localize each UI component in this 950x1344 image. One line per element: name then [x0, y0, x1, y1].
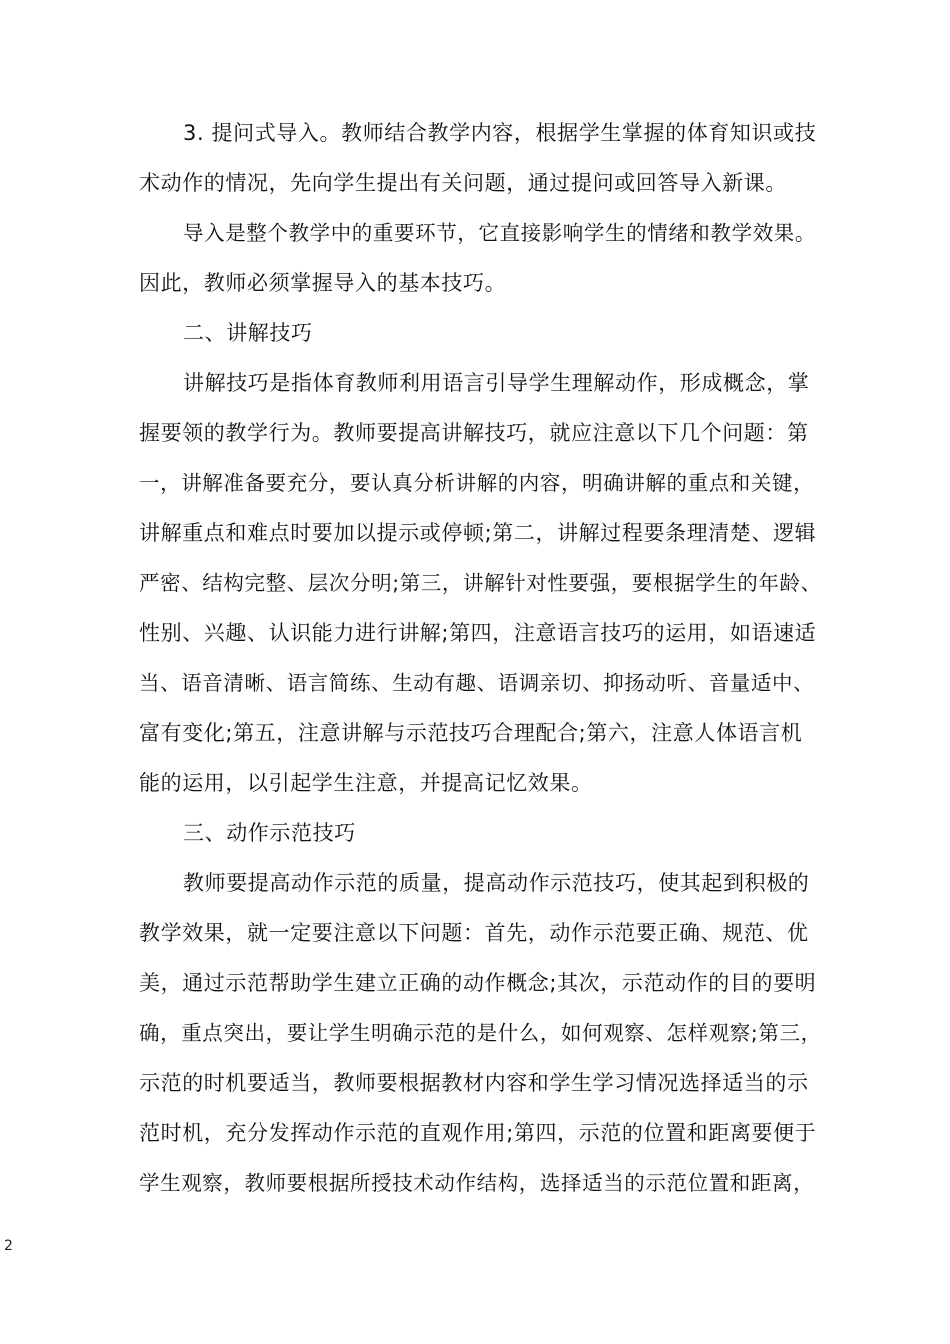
- text-line: 能的运用，以引起学生注意，并提高记忆效果。: [139, 771, 593, 795]
- text-line: 讲解技巧是指体育教师利用语言引导学生理解动作，形成概念，掌: [183, 371, 810, 395]
- text-line: 严密、结构完整、层次分明;第三，讲解针对性要强，要根据学生的年龄、: [139, 571, 822, 595]
- text-line: 导入是整个教学中的重要环节，它直接影响学生的情绪和教学效果。: [183, 221, 816, 245]
- text-line: 示范的时机要适当，教师要根据教材内容和学生学习情况选择适当的示: [139, 1071, 809, 1095]
- text-line: 3. 提问式导入。教师结合教学内容，根据学生掌握的体育知识或技: [183, 121, 817, 145]
- text-line: 范时机，充分发挥动作示范的直观作用;第四，示范的位置和距离要便于: [139, 1121, 817, 1145]
- text-line: 一，讲解准备要充分，要认真分析讲解的内容，明确讲解的重点和关键，: [139, 471, 815, 495]
- text-line: 教学效果，就一定要注意以下问题：首先，动作示范要正确、规范、优: [139, 921, 809, 945]
- text-line: 教师要提高动作示范的质量，提高动作示范技巧，使其起到积极的: [183, 871, 810, 895]
- text-line: 确，重点突出，要让学生明确示范的是什么，如何观察、怎样观察;第三，: [139, 1021, 822, 1045]
- page-number: 2: [4, 1238, 13, 1254]
- text-line: 学生观察，教师要根据所授技术动作结构，选择适当的示范位置和距离，: [139, 1171, 815, 1195]
- text-line: 性别、兴趣、认识能力进行讲解;第四，注意语言技巧的运用，如语速适: [139, 621, 817, 645]
- text-line: 美，通过示范帮助学生建立正确的动作概念;其次，示范动作的目的要明: [139, 971, 817, 995]
- text-line: 术动作的情况，先向学生提出有关问题，通过提问或回答导入新课。: [139, 171, 787, 195]
- section-heading: 二、讲解技巧: [183, 321, 313, 345]
- text-line: 富有变化;第五，注意讲解与示范技巧合理配合;第六，注意人体语言机: [139, 721, 803, 745]
- text-line: 因此，教师必须掌握导入的基本技巧。: [139, 271, 507, 295]
- section-heading: 三、动作示范技巧: [183, 821, 356, 845]
- text-line: 当、语音清晰、语言简练、生动有趣、语调亲切、抑扬动听、音量适中、: [139, 671, 815, 695]
- text-line: 握要领的教学行为。教师要提高讲解技巧，就应注意以下几个问题：第: [139, 421, 809, 445]
- text-line: 讲解重点和难点时要加以提示或停顿;第二，讲解过程要条理清楚、逻辑: [139, 521, 817, 545]
